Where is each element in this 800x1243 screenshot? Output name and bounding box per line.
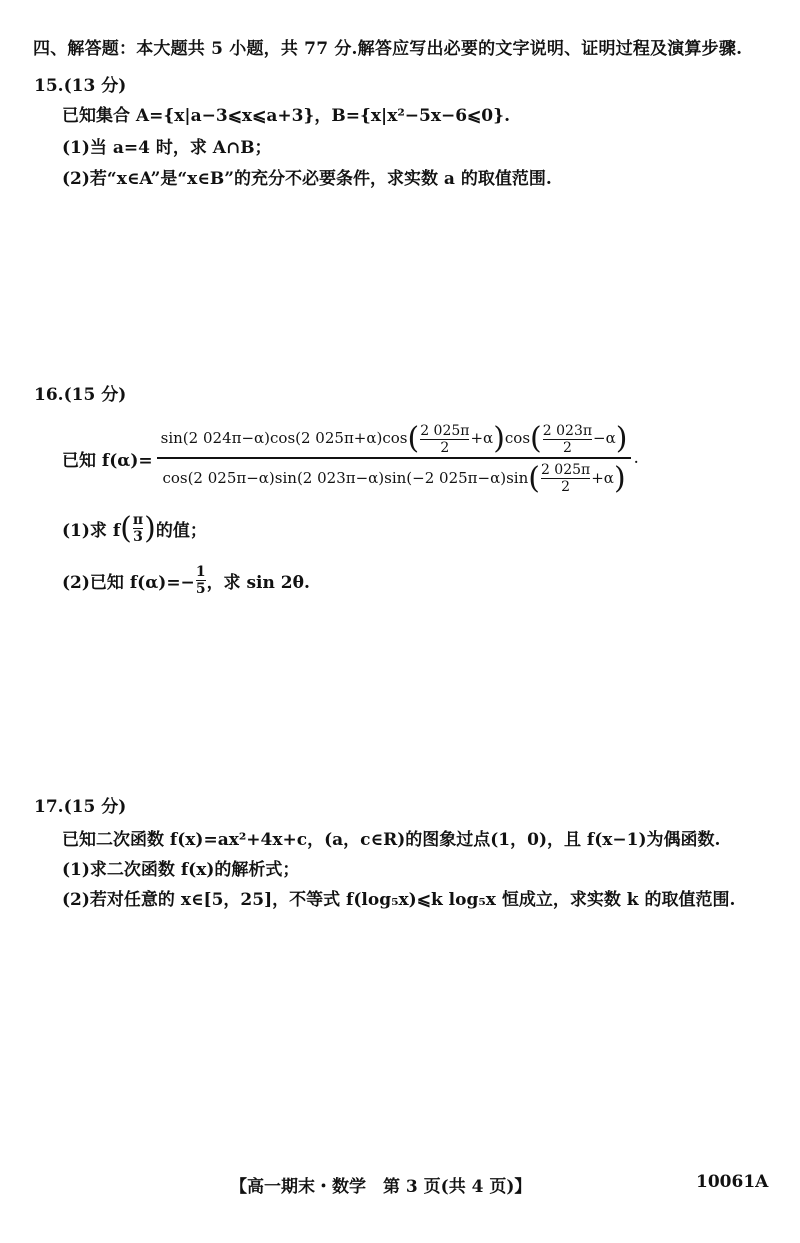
part2-frac-top: 1 — [195, 564, 206, 580]
part2-frac-bottom: 5 — [195, 581, 206, 597]
numerator-mid1: +α — [470, 429, 494, 448]
part1-frac-top: π — [132, 512, 144, 528]
expression-period: . — [633, 448, 639, 468]
denominator-frac-bottom: 2 — [561, 479, 571, 496]
question-16-expression — [62, 418, 639, 498]
denominator-inner-fraction — [541, 462, 590, 495]
denominator-frac-top: 2 025π — [540, 462, 591, 479]
part1-frac-bottom: 3 — [133, 529, 143, 545]
question-17-number: 17.(15 分) — [34, 797, 127, 817]
question-16-part1: (1)求 f ( $\frac{\pi}{3}$ ) 的值； — [62, 510, 207, 546]
question-16-stem-prefix: 已知 f(α)= — [62, 450, 153, 471]
part2-fraction — [196, 564, 206, 597]
fraction-numerator: sin(2 024π−α)cos(2 025π+α)cos( $\frac{2 025\pi}{2}$ +α)cos( $\frac{2 023\pi}{2}$ −α) — [160, 421, 628, 457]
question-15-number: 15.(13 分) — [34, 76, 127, 96]
part1-fraction — [133, 512, 143, 545]
question-17-part1: (1)求二次函数 f(x)的解析式； — [62, 860, 300, 880]
exam-code: 10061A — [696, 1172, 769, 1192]
question-15-stem: 已知集合 A={x|a−3⩽x⩽a+3}，B={x|x²−5x−6⩽0}. — [62, 106, 510, 126]
numerator-frac2-top: 2 023π — [542, 422, 593, 439]
question-17-stem: 已知二次函数 f(x)=ax²+4x+c，(a，c∈R)的图象过点(1，0)，且 f(x−1)为偶函数. — [62, 830, 721, 850]
part1-prefix: (1)求 f — [62, 521, 121, 541]
numerator-frac1-top: 2 025π — [420, 422, 470, 439]
fraction-denominator: cos(2 025π−α)sin(2 023π−α)sin(−2 025π−α)sin( $\frac{2 025\pi}{2}$ +α) — [162, 460, 626, 496]
numerator-end: −α — [593, 429, 616, 448]
main-fraction — [157, 419, 632, 497]
section-heading: 四、解答题：本大题共 5 小题，共 77 分.解答应写出必要的文字说明、证明过程及演算步骤. — [33, 39, 743, 59]
part1-suffix: 的值； — [155, 521, 207, 541]
question-16-part2 — [62, 564, 310, 597]
question-15-part2: (2)若“x∈A”是“x∈B”的充分不必要条件，求实数 a 的取值范围. — [62, 169, 552, 189]
numerator-frac2-bottom: 2 — [562, 439, 572, 456]
page-footer: 【高一期末・数学 第 3 页(共 4 页)】 — [230, 1177, 532, 1197]
part2-prefix: (2)已知 f(α)=− — [62, 573, 195, 593]
numerator-frac1-bottom: 2 — [440, 439, 450, 456]
numerator-text: sin(2 024π−α)cos(2 025π+α)cos — [160, 429, 408, 448]
question-16-number: 16.(15 分) — [34, 385, 127, 405]
question-15-part1: (1)当 a=4 时，求 A∩B； — [62, 138, 272, 158]
question-17-part2: (2)若对任意的 x∈[5，25]，不等式 f(log₅x)⩽k log₅x 恒成立，求实数 k 的取值范围. — [62, 890, 736, 910]
numerator-inner-fraction-2 — [543, 423, 592, 456]
denominator-text: cos(2 025π−α)sin(2 023π−α)sin(−2 025π−α)sin — [162, 468, 529, 487]
numerator-mid2: cos — [504, 429, 531, 448]
part2-suffix: ，求 sin 2θ. — [206, 573, 310, 593]
denominator-end: +α — [591, 468, 614, 487]
numerator-inner-fraction-1 — [420, 423, 469, 456]
